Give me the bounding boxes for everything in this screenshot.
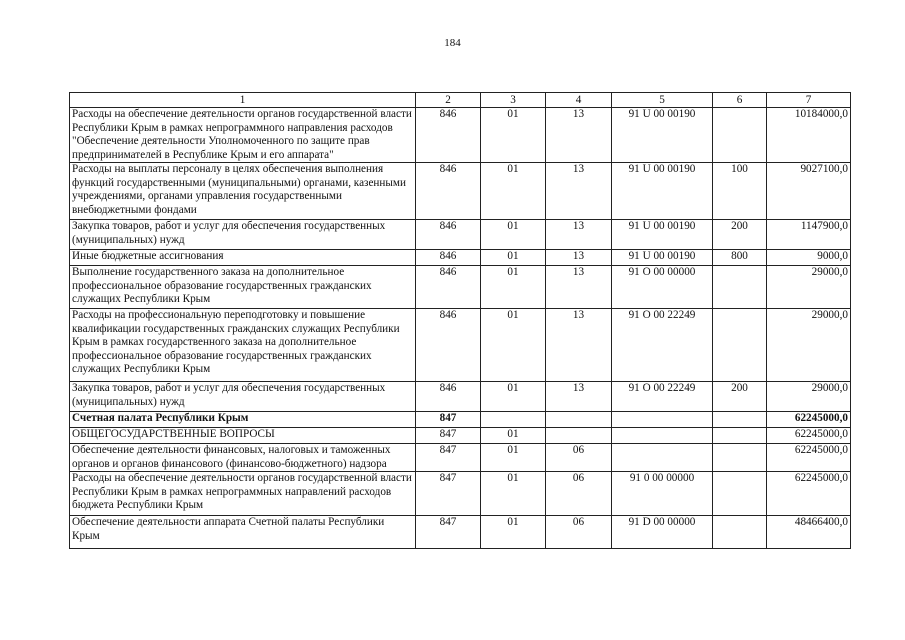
subsection-code-cell: 13 [546, 163, 612, 220]
section-code-cell [481, 412, 546, 428]
amount-cell: 62245000,0 [767, 472, 851, 516]
subsection-code-cell: 06 [546, 516, 612, 549]
grbs-code-cell: 846 [416, 220, 481, 250]
row-name-cell: Расходы на обеспечение деятельности органов государственной власти Республики Крым в рамках непрограммного направления расходов "Обеспечение деятельности Уполномоченного по защите прав предпринимателей в Республике Крым и его аппарата" [70, 108, 416, 163]
column-header: 7 [767, 93, 851, 108]
page-number: 184 [444, 37, 461, 49]
grbs-code-cell: 846 [416, 266, 481, 309]
budget-table [69, 92, 851, 549]
section-code-cell: 01 [481, 108, 546, 163]
target-article-cell: 91 U 00 00190 [612, 220, 713, 250]
expense-type-cell [713, 444, 767, 472]
subsection-code-cell: 13 [546, 108, 612, 163]
expense-type-cell [713, 309, 767, 382]
row-name-cell: Счетная палата Республики Крым [70, 412, 416, 428]
row-name-cell: Расходы на обеспечение деятельности органов государственной власти Республики Крым в рамках непрограммных направлений расходов бюджета Республики Крым [70, 472, 416, 516]
amount-cell: 48466400,0 [767, 516, 851, 549]
target-article-cell: 91 O 00 22249 [612, 382, 713, 412]
grbs-code-cell: 847 [416, 516, 481, 549]
column-header: 2 [416, 93, 481, 108]
amount-cell: 29000,0 [767, 382, 851, 412]
amount-cell: 29000,0 [767, 266, 851, 309]
grbs-code-cell: 846 [416, 108, 481, 163]
amount-cell: 62245000,0 [767, 412, 851, 428]
table-row [70, 266, 851, 309]
section-code-cell: 01 [481, 309, 546, 382]
subsection-code-cell: 13 [546, 220, 612, 250]
section-code-cell: 01 [481, 428, 546, 444]
expense-type-cell: 200 [713, 382, 767, 412]
row-name-cell: Расходы на выплаты персоналу в целях обеспечения выполнения функций государственными (муниципальными) органами, казенными учреждениями, органами управления государственными внебюджетными фондами [70, 163, 416, 220]
expense-type-cell [713, 516, 767, 549]
target-article-cell [612, 444, 713, 472]
grbs-code-cell: 847 [416, 428, 481, 444]
amount-cell: 9027100,0 [767, 163, 851, 220]
amount-cell: 9000,0 [767, 250, 851, 266]
subsection-code-cell: 13 [546, 250, 612, 266]
section-code-cell: 01 [481, 266, 546, 309]
row-name-cell: Закупка товаров, работ и услуг для обеспечения государственных (муниципальных) нужд [70, 382, 416, 412]
section-code-cell: 01 [481, 163, 546, 220]
table-row [70, 472, 851, 516]
target-article-cell: 91 0 00 00000 [612, 472, 713, 516]
row-name-cell: Обеспечение деятельности аппарата Счетной палаты Республики Крым [70, 516, 416, 549]
target-article-cell [612, 412, 713, 428]
section-code-cell: 01 [481, 382, 546, 412]
grbs-code-cell: 846 [416, 250, 481, 266]
amount-cell: 1147900,0 [767, 220, 851, 250]
column-header: 1 [70, 93, 416, 108]
expense-type-cell [713, 266, 767, 309]
section-code-cell: 01 [481, 516, 546, 549]
table-row [70, 108, 851, 163]
grbs-code-cell: 847 [416, 472, 481, 516]
row-name-cell: Расходы на профессиональную переподготовку и повышение квалификации государственных гражданских служащих Республики Крым в рамках государственного заказа на дополнительное профессиональное образование государственных гражданских служащих Республики Крым [70, 309, 416, 382]
grbs-code-cell: 846 [416, 163, 481, 220]
table-row [70, 382, 851, 412]
target-article-cell: 91 U 00 00190 [612, 108, 713, 163]
subsection-code-cell: 13 [546, 309, 612, 382]
column-header: 4 [546, 93, 612, 108]
grbs-code-cell: 846 [416, 382, 481, 412]
row-name-cell: Выполнение государственного заказа на дополнительное профессиональное образование государственных гражданских служащих Республики Крым [70, 266, 416, 309]
subsection-code-cell: 13 [546, 266, 612, 309]
grbs-code-cell: 846 [416, 309, 481, 382]
subsection-code-cell [546, 412, 612, 428]
row-name-cell: Обеспечение деятельности финансовых, налоговых и таможенных органов и органов финансового (финансово-бюджетного) надзора [70, 444, 416, 472]
grbs-code-cell: 847 [416, 444, 481, 472]
table-row [70, 516, 851, 549]
grbs-code-cell: 847 [416, 412, 481, 428]
expense-type-cell [713, 428, 767, 444]
subsection-code-cell [546, 428, 612, 444]
table-row [70, 428, 851, 444]
table-row [70, 412, 851, 428]
expense-type-cell [713, 108, 767, 163]
amount-cell: 29000,0 [767, 309, 851, 382]
row-name-cell: ОБЩЕГОСУДАРСТВЕННЫЕ ВОПРОСЫ [70, 428, 416, 444]
target-article-cell: 91 U 00 00190 [612, 163, 713, 220]
table-row [70, 163, 851, 220]
column-header: 5 [612, 93, 713, 108]
amount-cell: 62245000,0 [767, 428, 851, 444]
column-header: 6 [713, 93, 767, 108]
target-article-cell: 91 O 00 22249 [612, 309, 713, 382]
section-code-cell: 01 [481, 472, 546, 516]
column-header: 3 [481, 93, 546, 108]
subsection-code-cell: 06 [546, 472, 612, 516]
expense-type-cell: 800 [713, 250, 767, 266]
expense-type-cell [713, 472, 767, 516]
table-row [70, 309, 851, 382]
amount-cell: 62245000,0 [767, 444, 851, 472]
column-number-row [70, 93, 851, 108]
target-article-cell: 91 O 00 00000 [612, 266, 713, 309]
section-code-cell: 01 [481, 444, 546, 472]
expense-type-cell: 100 [713, 163, 767, 220]
row-name-cell: Иные бюджетные ассигнования [70, 250, 416, 266]
expense-type-cell: 200 [713, 220, 767, 250]
table-row [70, 444, 851, 472]
expense-type-cell [713, 412, 767, 428]
target-article-cell: 91 U 00 00190 [612, 250, 713, 266]
target-article-cell: 91 D 00 00000 [612, 516, 713, 549]
section-code-cell: 01 [481, 220, 546, 250]
subsection-code-cell: 06 [546, 444, 612, 472]
subsection-code-cell: 13 [546, 382, 612, 412]
amount-cell: 10184000,0 [767, 108, 851, 163]
row-name-cell: Закупка товаров, работ и услуг для обеспечения государственных (муниципальных) нужд [70, 220, 416, 250]
section-code-cell: 01 [481, 250, 546, 266]
table-row [70, 220, 851, 250]
target-article-cell [612, 428, 713, 444]
table-row [70, 250, 851, 266]
